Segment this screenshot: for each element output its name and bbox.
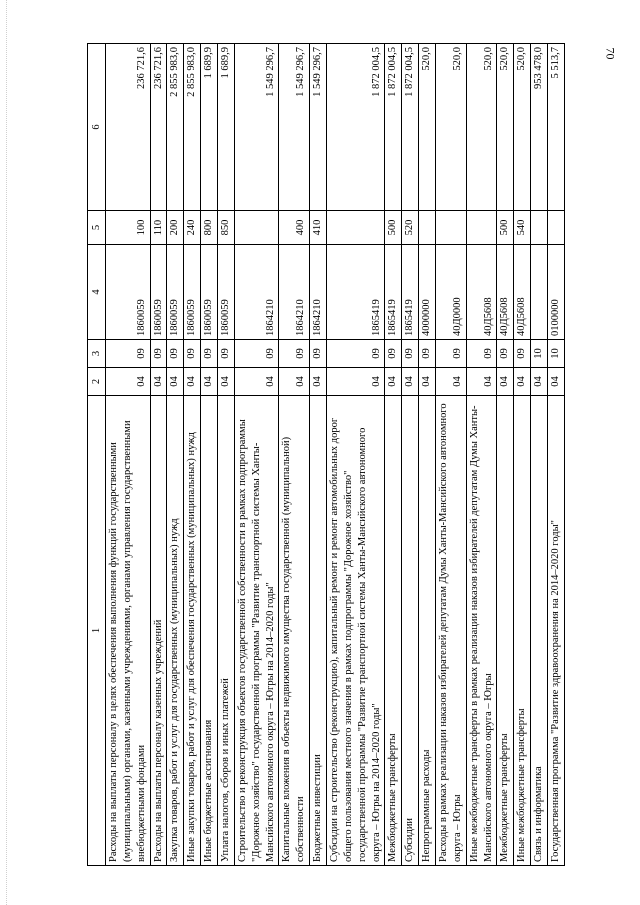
item-name-cell: Расходы на выплаты персоналу казенных учреждений [150,396,167,866]
target-article-cell: 40Д5608 [497,245,514,340]
item-name-cell: Межбюджетные трансферты [385,396,402,866]
page-edge-rule [6,0,7,905]
target-article-cell: 1864210 [234,245,279,340]
expense-type-cell: 110 [150,211,167,245]
table-body [106,44,565,866]
section-cell: 04 [497,368,514,396]
expense-type-cell: 520 [402,211,419,245]
table-row [327,44,385,866]
section-cell: 04 [419,368,436,396]
expense-type-cell [234,211,279,245]
subsection-cell: 09 [167,340,184,368]
amount-cell: 236 721,6 [150,44,167,211]
target-article-cell: 1860059 [167,245,184,340]
section-cell: 04 [279,368,310,396]
section-cell: 04 [106,368,151,396]
target-article-cell: 0100000 [548,245,565,340]
section-cell: 04 [466,368,497,396]
expense-type-cell: 240 [184,211,201,245]
page-number: 70 [603,47,618,60]
expense-type-cell: 800 [201,211,218,245]
header-col-3: 3 [88,340,106,368]
target-article-cell: 1860059 [184,245,201,340]
section-cell: 04 [548,368,565,396]
expense-type-cell: 500 [385,211,402,245]
item-name-cell: Закупка товаров, работ и услуг для государственных (муниципальных) нужд [167,396,184,866]
target-article-cell: 1865419 [402,245,419,340]
expense-type-cell [531,211,548,245]
subsection-cell: 10 [531,340,548,368]
item-name-cell: Государственная программа "Развитие здравоохранения на 2014–2020 годы" [548,396,565,866]
target-article-cell: 1865419 [385,245,402,340]
section-cell: 04 [310,368,327,396]
table-row [419,44,436,866]
target-article-cell: 1864210 [310,245,327,340]
section-cell: 04 [201,368,218,396]
section-cell: 04 [167,368,184,396]
item-name-cell: Расходы на выплаты персоналу в целях обеспечения выполнения функций государственными (муниципальными) органами, казенными учреждениями, органами управления государственными внебюджетными фондами [106,396,151,866]
table-row [310,44,327,866]
expense-type-cell: 540 [514,211,531,245]
subsection-cell: 09 [234,340,279,368]
item-name-cell: Непрограммные расходы [419,396,436,866]
amount-cell: 2 855 983,0 [184,44,201,211]
header-col-4: 4 [88,245,106,340]
header-row [88,44,106,866]
target-article-cell: 40Д0000 [436,245,467,340]
expense-type-cell: 200 [167,211,184,245]
target-article-cell: 1860059 [201,245,218,340]
section-cell: 04 [234,368,279,396]
amount-cell: 520,0 [419,44,436,211]
item-name-cell: Капитальные вложения в объекты недвижимого имущества государственной (муниципальной) собственности [279,396,310,866]
amount-cell: 1 689,9 [218,44,235,211]
section-cell: 04 [218,368,235,396]
section-cell: 04 [327,368,385,396]
table-row [150,44,167,866]
subsection-cell: 09 [201,340,218,368]
expense-type-cell: 410 [310,211,327,245]
expense-type-cell [436,211,467,245]
expense-type-cell: 100 [106,211,151,245]
expense-type-cell: 400 [279,211,310,245]
subsection-cell: 09 [150,340,167,368]
item-name-cell: Субсидии на строительство (реконструкцию), капитальный ремонт и ремонт автомобильных дорог общего пользования местного значения в рамках подпрограммы "Дорожное хозяйство" государственной программы "Развитие транспортной системы Ханты-Мансийского автономного округа – Югры на 2014–2020 годы" [327,396,385,866]
header-col-5: 5 [88,211,106,245]
target-article-cell: 1865419 [327,245,385,340]
header-col-6: 6 [88,44,106,211]
table-row [436,44,467,866]
budget-table [87,43,565,866]
expense-type-cell [548,211,565,245]
table-row [385,44,402,866]
target-article-cell [531,245,548,340]
table-row [106,44,151,866]
table-row [514,44,531,866]
table-row [218,44,235,866]
subsection-cell: 09 [514,340,531,368]
target-article-cell: 1860059 [106,245,151,340]
amount-cell: 1 549 296,7 [279,44,310,211]
amount-cell: 2 855 983,0 [167,44,184,211]
subsection-cell: 09 [385,340,402,368]
subsection-cell: 09 [184,340,201,368]
amount-cell: 5 513,7 [548,44,565,211]
subsection-cell: 09 [497,340,514,368]
table-row [531,44,548,866]
amount-cell: 1 689,9 [201,44,218,211]
amount-cell: 520,0 [436,44,467,211]
table-row [234,44,279,866]
table-row [466,44,497,866]
item-name-cell: Иные межбюджетные трансферты в рамках реализации наказов избирателей депутатам Думы Ханты-Мансийского автономного округа – Югры [466,396,497,866]
item-name-cell: Строительство и реконструкция объектов государственной собственности в рамках подпрограммы "Дорожное хозяйство" государственной программы "Развитие транспортной системы Ханты-Мансийского автономного округа – Югры на 2014–2020 годы" [234,396,279,866]
section-cell: 04 [531,368,548,396]
expense-type-cell [466,211,497,245]
section-cell: 04 [385,368,402,396]
expense-type-cell [419,211,436,245]
subsection-cell: 09 [106,340,151,368]
amount-cell: 1 872 004,5 [402,44,419,211]
subsection-cell: 09 [218,340,235,368]
amount-cell: 953 478,0 [531,44,548,211]
amount-cell: 520,0 [514,44,531,211]
item-name-cell: Связь и информатика [531,396,548,866]
item-name-cell: Расходы в рамках реализации наказов избирателей депутатам Думы Ханты-Мансийского автономного округа – Югры [436,396,467,866]
table-row [167,44,184,866]
table-row [402,44,419,866]
table-row [548,44,565,866]
target-article-cell: 4000000 [419,245,436,340]
item-name-cell: Уплата налогов, сборов и иных платежей [218,396,235,866]
target-article-cell: 1860059 [218,245,235,340]
item-name-cell: Иные межбюджетные трансферты [514,396,531,866]
target-article-cell: 40Д5608 [466,245,497,340]
amount-cell: 1 549 296,7 [234,44,279,211]
item-name-cell: Субсидии [402,396,419,866]
amount-cell: 520,0 [497,44,514,211]
item-name-cell: Бюджетные инвестиции [310,396,327,866]
amount-cell: 236 721,6 [106,44,151,211]
item-name-cell: Иные бюджетные ассигнования [201,396,218,866]
amount-cell: 1 872 004,5 [327,44,385,211]
amount-cell: 520,0 [466,44,497,211]
table-header [88,44,106,866]
target-article-cell: 1860059 [150,245,167,340]
subsection-cell: 09 [327,340,385,368]
section-cell: 04 [150,368,167,396]
section-cell: 04 [184,368,201,396]
item-name-cell: Иные закупки товаров, работ и услуг для обеспечения государственных (муниципальных) нужд [184,396,201,866]
section-cell: 04 [436,368,467,396]
amount-cell: 1 549 296,7 [310,44,327,211]
subsection-cell: 10 [548,340,565,368]
table-row [201,44,218,866]
expense-type-cell [327,211,385,245]
header-col-1: 1 [88,396,106,866]
expense-type-cell: 500 [497,211,514,245]
target-article-cell: 1864210 [279,245,310,340]
amount-cell: 1 872 004,5 [385,44,402,211]
subsection-cell: 09 [402,340,419,368]
subsection-cell: 09 [419,340,436,368]
table-row [184,44,201,866]
table-row [497,44,514,866]
expense-type-cell: 850 [218,211,235,245]
item-name-cell: Межбюджетные трансферты [497,396,514,866]
header-col-2: 2 [88,368,106,396]
subsection-cell: 09 [279,340,310,368]
subsection-cell: 09 [310,340,327,368]
section-cell: 04 [514,368,531,396]
section-cell: 04 [402,368,419,396]
subsection-cell: 09 [466,340,497,368]
rotated-page [87,44,587,866]
table-row [279,44,310,866]
target-article-cell: 40Д5608 [514,245,531,340]
subsection-cell: 09 [436,340,467,368]
